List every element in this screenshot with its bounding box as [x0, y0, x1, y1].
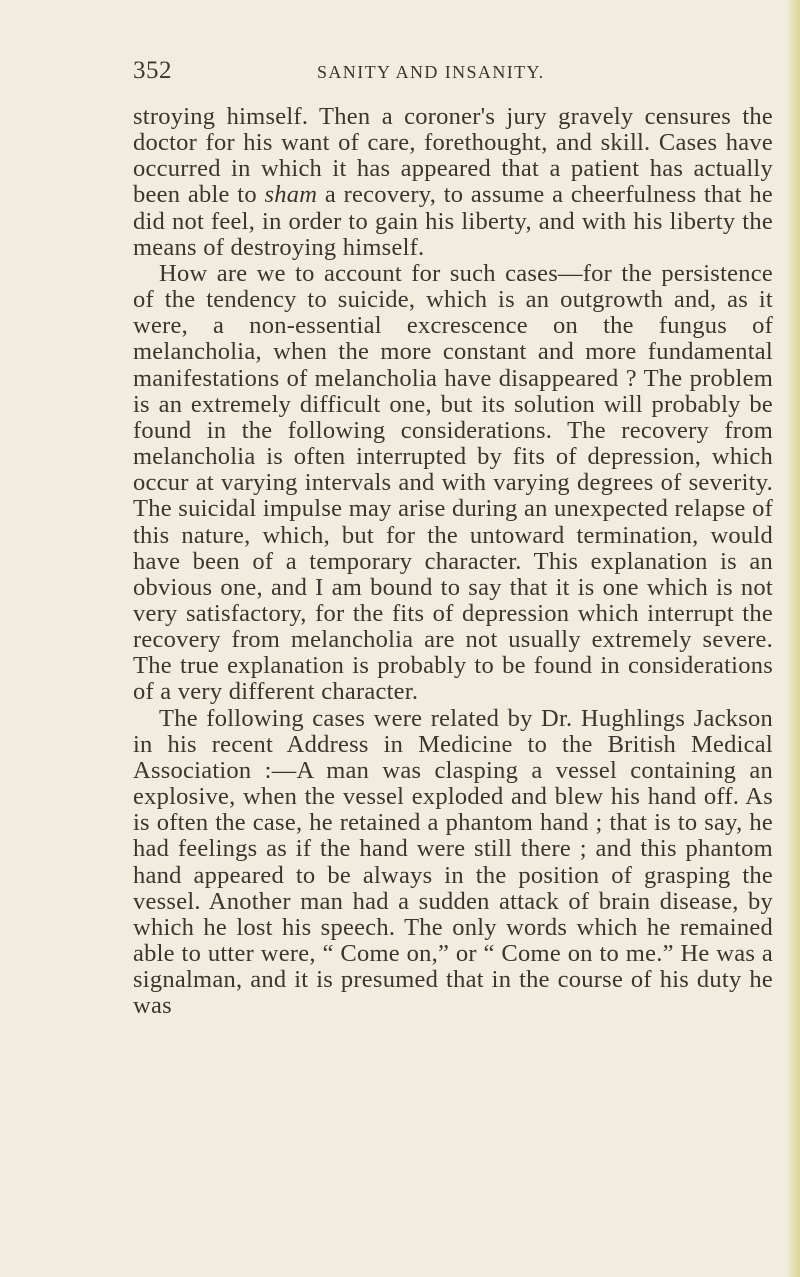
paragraph-1 — [133, 104, 773, 261]
paragraph-1-text-start: stroying himself. Then a coroner's jury gravely censures the doctor for his want of care, forethought, and skill. Cases have occurred in which it has appeared that a patient has actually been able to — [133, 103, 773, 209]
page-number: 352 — [133, 57, 172, 84]
paragraph-3: The following cases were related by Dr. Hughlings Jackson in his recent Address in Medicine to the British Medical Association :—A man was clasping a vessel containing an explosive, when the vessel exploded and blew his hand off. As is often the case, he retained a phantom hand ; that is to say, he had feelings as if the hand were still there ; and this phantom hand appeared to be always in the position of grasping the vessel. Another man had a sudden attack of brain disease, by which he lost his speech. The only words which he remained able to utter were, “ Come on,” or “ Come on to me.” He was a signalman, and it is presumed that in the course of his duty he was — [133, 704, 773, 1020]
running-head: SANITY AND INSANITY. — [317, 62, 545, 82]
page-edge-shadow — [786, 0, 800, 1277]
page-header — [133, 56, 773, 86]
body-text — [133, 104, 773, 1019]
paragraph-1-text-end: a recovery, to assume a cheerfulness that he did not feel, in order to gain his liberty, and with his liberty the means of destroying himself. — [133, 181, 773, 261]
paragraph-2: How are we to account for such cases—for the persistence of the tendency to suicide, which is an outgrowth and, as it were, a non-essential excrescence on the fungus of melancholia, when the more constant and more fundamental manifestations of melancholia have disappeared ? The problem is an extremely difficult one, but its solution will probably be found in the following considerations. The recovery from melancholia is often interrupted by fits of depression, which occur at varying intervals and with varying degrees of severity. The suicidal impulse may arise during an unexpected relapse of this nature, which, but for the untoward termination, would have been of a temporary character. This explanation is an obvious one, and I am bound to say that it is one which is not very satisfactory, for the fits of depression which interrupt the recovery from melancholia are not usually extremely severe. The true explanation is probably to be found in considerations of a very different character. — [133, 259, 773, 706]
paragraph-1-italic-word: sham — [264, 181, 318, 209]
